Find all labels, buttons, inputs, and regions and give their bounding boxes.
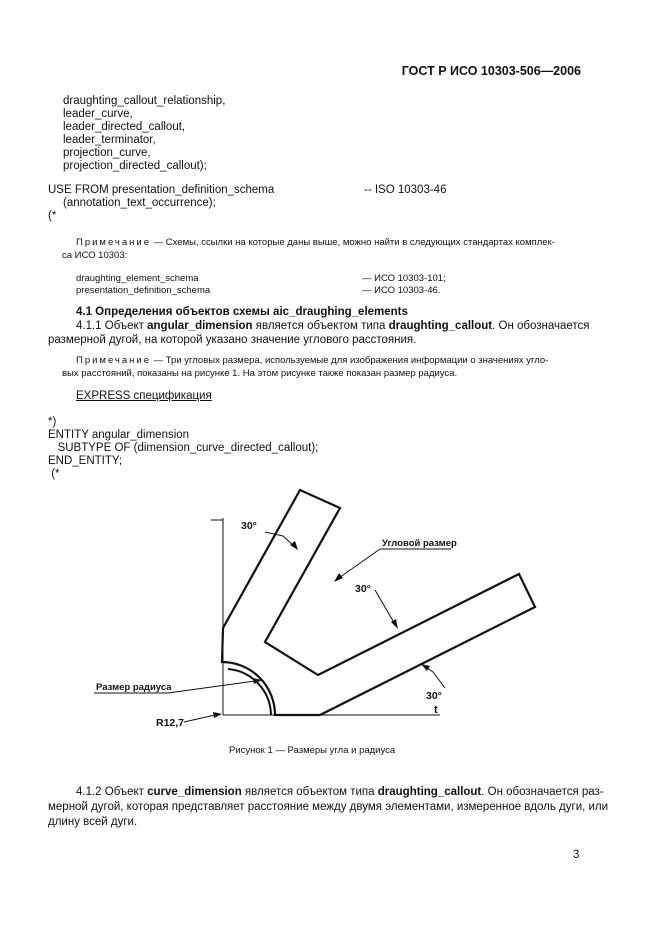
- radius-value-leader: [184, 715, 215, 722]
- radius-dim-label: Размер радиуса: [96, 682, 172, 693]
- note-label: Примечание: [76, 237, 151, 248]
- entity-type: draughting_callout: [377, 786, 482, 798]
- code-line: draughting_callout_relationship,: [63, 95, 226, 107]
- radius-value-arrowhead: [213, 712, 222, 718]
- standard-header: ГОСТ Р ИСО 10303-506—2006: [401, 64, 581, 78]
- schema-ref-name: presentation_definition_schema: [76, 285, 211, 296]
- code-line: ENTITY angular_dimension: [48, 429, 190, 441]
- code-line: leader_curve,: [63, 108, 133, 120]
- express-title: EXPRESS спецификация: [76, 390, 212, 402]
- use-from-arg: (annotation_text_occurrence);: [63, 197, 216, 209]
- note-text: — Три угловых размера, используемые для изображения информации о значениях угло-: [151, 355, 549, 366]
- entity-name: angular_dimension: [147, 320, 253, 332]
- entity-name: curve_dimension: [147, 786, 242, 798]
- code-line: projection_directed_callout);: [63, 160, 207, 172]
- text-run: . Он обозначается раз-: [481, 786, 604, 798]
- comment-open: (*: [48, 210, 57, 222]
- angle-mid-arrowhead: [391, 619, 398, 629]
- code-line: SUBTYPE OF (dimension_curve_directed_callout);: [48, 442, 319, 454]
- use-from-comment: -- ISO 10303-46: [364, 184, 447, 196]
- angle-bottom-label: 30°: [426, 690, 442, 702]
- angle-mid-label: 30°: [355, 583, 371, 595]
- section-2-line-3: длину всей дуги.: [48, 816, 138, 828]
- angle-bottom-arrowhead: [421, 664, 430, 671]
- page-number: 3: [573, 849, 580, 861]
- text-run: является объектом типа: [252, 320, 389, 332]
- figure-caption: Рисунок 1 — Размеры угла и радиуса: [229, 745, 396, 756]
- section-paragraph-line-2: размерной дугой, на которой указано значение углового расстояния.: [48, 334, 417, 346]
- radius-leader-line: [168, 680, 262, 693]
- note-1-line-2: са ИСО 10303:: [62, 250, 128, 261]
- text-run: является объектом типа: [241, 786, 378, 798]
- bent-part-outline: [222, 490, 535, 715]
- note-text: — Схемы, ссылки на которые даны выше, можно найти в следующих стандартах комплек-: [151, 237, 555, 248]
- text-run: 4.1.2 Объект: [76, 786, 148, 798]
- angular-dim-label: Угловой размер: [382, 538, 457, 549]
- use-from-line: USE FROM presentation_definition_schema: [48, 184, 275, 196]
- angle-top-label: 30°: [241, 520, 257, 532]
- axis-label: t: [434, 704, 438, 716]
- entity-type: draughting_callout: [388, 320, 493, 332]
- section-2-line-2: мерной дугой, которая представляет расстояние между двумя элементами, измеренное вдоль дуги, или: [48, 801, 609, 813]
- section-2-line-1: [76, 785, 604, 800]
- code-line: leader_directed_callout,: [63, 121, 186, 133]
- angle-mid-leader: [375, 590, 396, 626]
- code-line: (*: [48, 468, 60, 480]
- code-line: *): [48, 416, 57, 428]
- angular-dim-leader: [336, 549, 380, 580]
- radius-value-label: R12,7: [156, 717, 185, 729]
- code-line: END_ENTITY;: [48, 455, 123, 467]
- note-2-line-2: вых расстояний, показаны на рисунке 1. На этом рисунке также показан размер радиуса.: [62, 368, 458, 379]
- angular-dim-arrowhead: [334, 573, 343, 582]
- radius-arc: [228, 669, 271, 715]
- schema-ref-standard: — ИСО 10303-46.: [362, 285, 441, 296]
- schema-ref-standard: — ИСО 10303-101;: [362, 273, 446, 284]
- code-line: projection_curve,: [63, 147, 151, 159]
- note-label: Примечание: [76, 355, 151, 366]
- section-heading: 4.1 Определения объектов схемы aic_draughing_elements: [76, 306, 408, 318]
- text-run: 4.1.1 Объект: [76, 320, 148, 332]
- schema-ref-name: draughting_element_schema: [76, 273, 199, 284]
- code-line: leader_terminator,: [63, 134, 156, 146]
- angle-top-arrowhead: [290, 541, 298, 550]
- text-run: . Он обозначается: [492, 320, 590, 332]
